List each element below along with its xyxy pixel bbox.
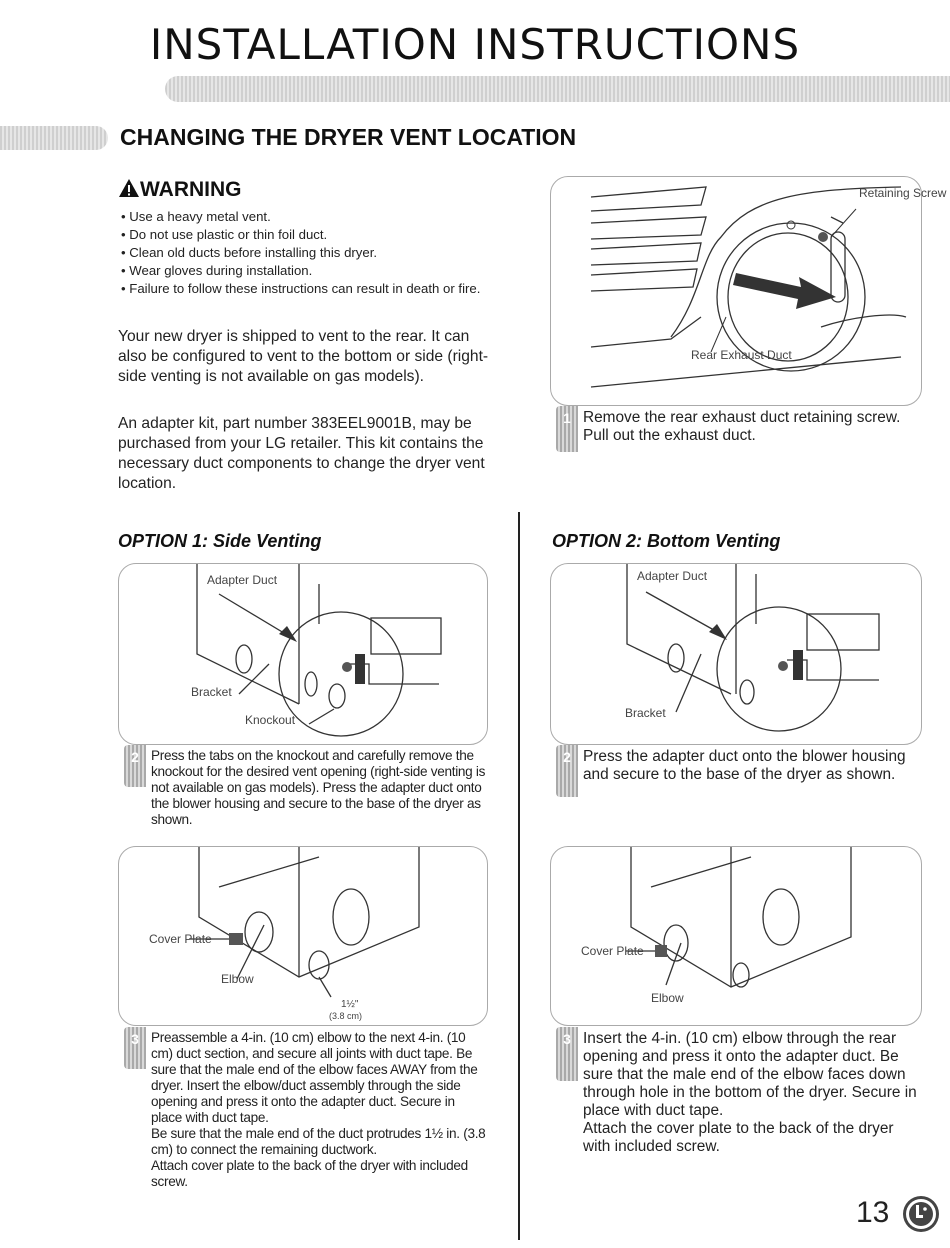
option-1-step-3-text-1: Preassemble a 4-in. (10 cm) elbow to the next 4-in. (10 cm) duct section, and secure all joints with duct tape. Be sure that the male end of the elbow faces AWAY from the dryer. Insert the elbow/duct assembly through the side opening and press it onto the adapter duct. Secure in place with duct tape. — [151, 1030, 478, 1125]
option-1-step-3 — [151, 1030, 489, 1190]
cover-plate-label: Cover Plate — [149, 932, 212, 946]
rear-duct-illustration — [551, 177, 947, 405]
adapter-duct-label: Adapter Duct — [637, 569, 708, 583]
bottom-venting-illustration-b — [551, 847, 921, 1025]
page-number: 13 — [856, 1196, 890, 1229]
option-2-title: OPTION 2: Bottom Venting — [552, 531, 781, 551]
bracket-label: Bracket — [191, 685, 232, 699]
step-1-text: Remove the rear exhaust duct retaining screw. Pull out the exhaust duct. — [583, 409, 901, 444]
bottom-venting-illustration-a — [551, 564, 921, 744]
side-venting-illustration-b — [119, 847, 487, 1025]
rear-exhaust-duct-label: Rear Exhaust Duct — [691, 348, 792, 362]
rear-duct-figure — [550, 176, 947, 406]
retaining-screw-label: Retaining Screw — [859, 186, 947, 200]
step-2-badge: 2 — [556, 745, 578, 797]
warning-item: • Failure to follow these instructions can result in death or fire. — [121, 281, 481, 296]
step-1-badge: 1 — [556, 406, 578, 452]
step-2-badge: 2 — [124, 745, 146, 787]
option-1-title: OPTION 1: Side Venting — [118, 531, 322, 551]
warning-list — [120, 208, 500, 298]
bottom-venting-figure-b — [550, 846, 922, 1026]
lg-logo-icon — [903, 1196, 939, 1232]
section-title: CHANGING THE DRYER VENT LOCATION — [120, 124, 577, 150]
page-title: INSTALLATION INSTRUCTIONS — [149, 20, 801, 69]
option-1-step-3-text-2: Be sure that the male end of the duct protrudes 1½ in. (3.8 cm) to connect the remaining ductwork. — [151, 1126, 486, 1157]
step-3-badge: 3 — [124, 1027, 146, 1069]
header-band — [165, 76, 950, 102]
option-2-step-3 — [583, 1030, 923, 1156]
option-2-step-2-text: Press the adapter duct onto the blower housing and secure to the base of the dryer as shown. — [583, 748, 906, 783]
side-venting-figure-b — [118, 846, 488, 1026]
lg-logo — [903, 1196, 939, 1232]
option-1-step-2-text: Press the tabs on the knockout and carefully remove the knockout for the desired vent opening (right-side venting is not available on gas models). Press the adapter duct onto the blower housing and secure to the base of the dryer as shown. — [151, 748, 486, 827]
warning-item: • Use a heavy metal vent. — [121, 209, 271, 224]
option-2-step-3-text-1: Insert the 4-in. (10 cm) elbow through the rear opening and press it onto the adapter duct. Be sure that the male end of the elbow faces down through hole in the bottom of the dryer. Secure in place with duct tape. — [583, 1030, 917, 1119]
side-venting-figure-a — [118, 563, 488, 745]
bracket-label: Bracket — [625, 706, 666, 720]
cover-plate-label: Cover Plate — [581, 944, 644, 958]
measure-label: 1½" — [341, 999, 359, 1010]
warning-heading — [118, 178, 242, 202]
option-2-step-3-text-2: Attach the cover plate to the back of the dryer with included screw. — [583, 1120, 894, 1155]
warning-title: WARNING — [140, 178, 242, 201]
warning-item: • Do not use plastic or thin foil duct. — [121, 227, 328, 242]
intro-paragraph-2: An adapter kit, part number 383EEL9001B, may be purchased from your LG retailer. This kit contains the necessary duct components to change the dryer vent location. — [118, 415, 485, 492]
warning-item: • Clean old ducts before installing this dryer. — [121, 245, 378, 260]
option-1-step-3-text-3: Attach cover plate to the back of the dryer with included screw. — [151, 1158, 468, 1189]
elbow-label: Elbow — [651, 991, 684, 1005]
adapter-duct-label: Adapter Duct — [207, 573, 278, 587]
section-marker — [0, 126, 108, 150]
side-venting-illustration-a — [119, 564, 487, 744]
intro-paragraph-1: Your new dryer is shipped to vent to the rear. It can also be configured to vent to the bottom or side (right-side venting is not available on gas models). — [118, 328, 489, 385]
knockout-label: Knockout — [245, 713, 296, 727]
warning-item: • Wear gloves during installation. — [121, 263, 313, 278]
elbow-label: Elbow — [221, 972, 254, 986]
column-divider — [518, 512, 520, 1240]
measure-cm-label: (3.8 cm) — [329, 1011, 363, 1021]
bottom-venting-figure-a — [550, 563, 922, 745]
step-3-badge: 3 — [556, 1027, 578, 1081]
warning-triangle-icon — [118, 178, 140, 198]
